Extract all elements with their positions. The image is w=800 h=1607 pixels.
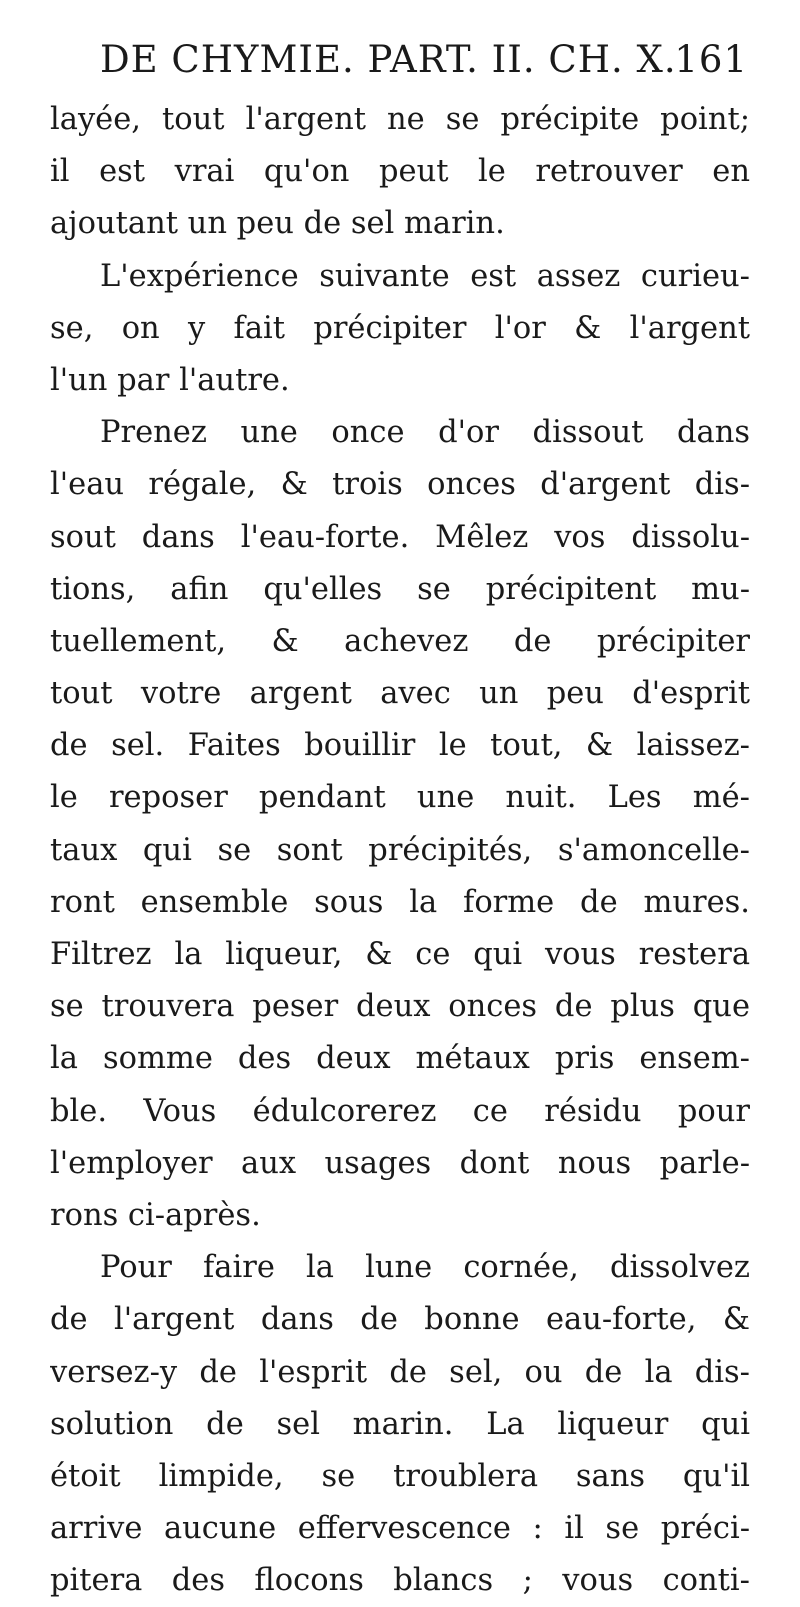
text-line: la somme des deux métaux pris ensem- <box>50 1041 750 1077</box>
body-text <box>50 94 750 1607</box>
text-line: pitera des flocons blancs ; vous conti- <box>50 1563 750 1599</box>
text-line: L'expérience suivante est assez curieu- <box>100 258 750 294</box>
text-line: Pour faire la lune cornée, dissolvez <box>100 1250 750 1286</box>
text-line: le reposer pendant une nuit. Les mé- <box>50 780 750 816</box>
text-line: se, on y fait précipiter l'or & l'argent <box>50 310 750 346</box>
text-line: de sel. Faites bouillir le tout, & laissez- <box>50 728 750 764</box>
text-line: il est vrai qu'on peut le retrouver en <box>50 154 750 190</box>
text-line: tuellement, & achevez de précipiter <box>50 623 750 659</box>
text-line: ajoutant un peu de sel marin. <box>50 206 505 242</box>
text-line: ront ensemble sous la forme de mures. <box>50 884 750 920</box>
text-line: taux qui se sont précipités, s'amoncelle- <box>50 832 750 868</box>
text-line: layée, tout l'argent ne se précipite point; <box>50 102 750 137</box>
running-head-title: DE CHYMIE. PART. II. CH. X. <box>100 38 677 81</box>
text-line: tions, afin qu'elles se précipitent mu- <box>50 571 750 607</box>
text-line: solution de sel marin. La liqueur qui <box>50 1406 750 1442</box>
text-line: tout votre argent avec un peu d'esprit <box>50 676 750 712</box>
text-line: rons ci-après. <box>50 1197 261 1233</box>
text-line: Prenez une once d'or dissout dans <box>100 415 750 451</box>
text-line: l'employer aux usages dont nous parle- <box>50 1145 750 1181</box>
running-head <box>0 38 800 90</box>
text-line: l'eau régale, & trois onces d'argent dis- <box>50 467 750 503</box>
text-line: l'un par l'autre. <box>50 362 290 398</box>
text-line: ble. Vous édulcorerez ce résidu pour <box>50 1093 750 1129</box>
text-line: étoit limpide, se troublera sans qu'il <box>50 1458 750 1494</box>
page-number: 161 <box>674 38 748 81</box>
text-line: se trouvera peser deux onces de plus que <box>50 989 750 1025</box>
text-line: arrive aucune effervescence : il se préci- <box>50 1511 750 1547</box>
text-line: sout dans l'eau-forte. Mêlez vos dissolu- <box>50 519 750 555</box>
text-line: Filtrez la liqueur, & ce qui vous restera <box>50 937 750 972</box>
text-line: de l'argent dans de bonne eau-forte, & <box>50 1302 750 1338</box>
text-line: versez-y de l'esprit de sel, ou de la dis- <box>50 1354 750 1390</box>
